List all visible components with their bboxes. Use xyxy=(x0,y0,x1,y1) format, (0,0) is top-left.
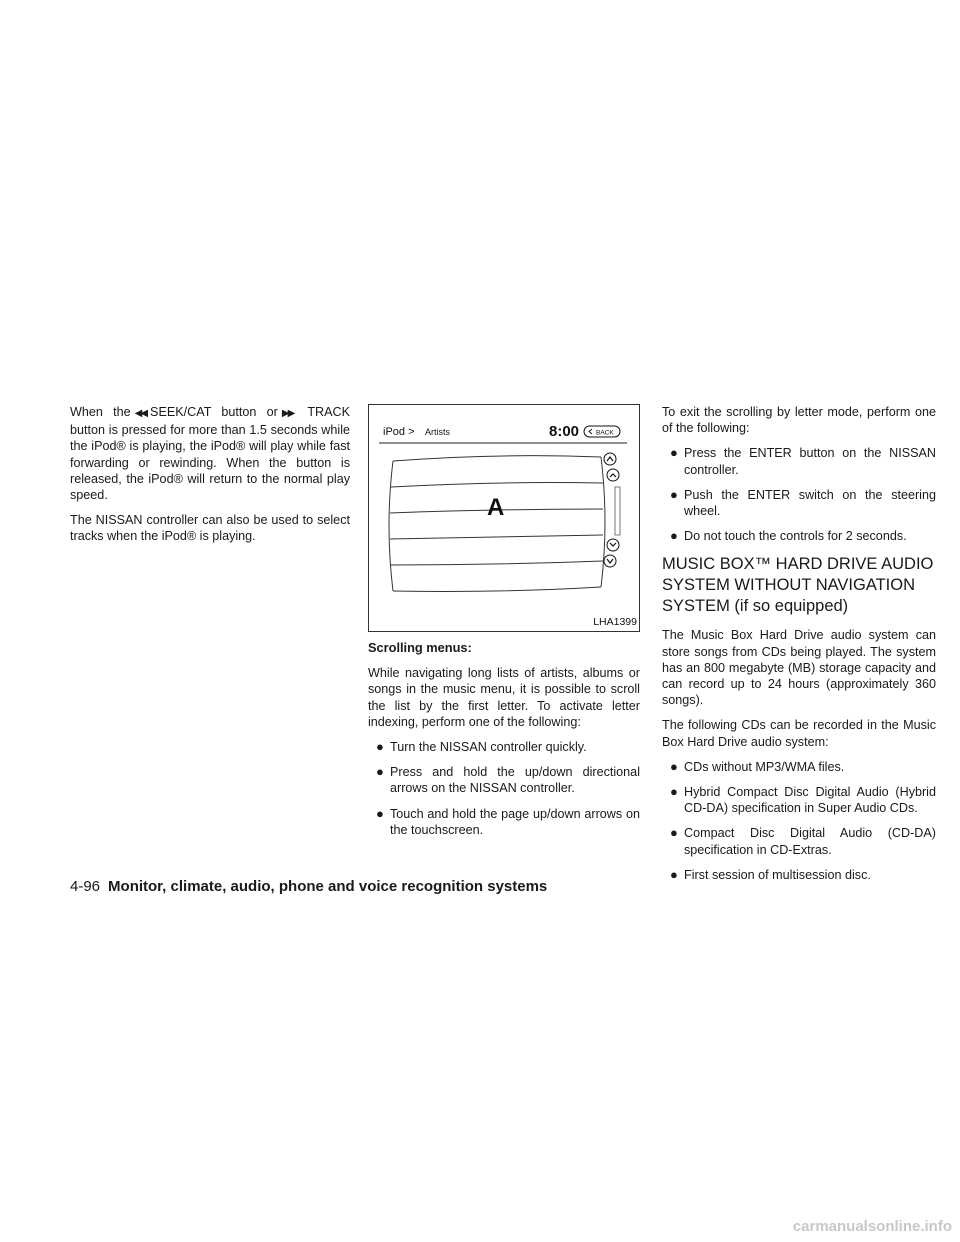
screen-illustration xyxy=(369,405,639,631)
list-item xyxy=(368,806,640,838)
bullet-list-exit xyxy=(662,445,936,544)
paragraph-music-box: The Music Box Hard Drive audio system can store songs from CDs being played. The system has an 800 megabyte (MB) storage capacity and can record up to 24 hours (approximately 360 songs). xyxy=(662,628,936,708)
page-footer xyxy=(70,878,547,895)
breadcrumb-leaf: Artists xyxy=(425,427,451,437)
list-item-text: Hybrid Compact Disc Digital Audio (Hybrid CD-DA) specification in Super Audio CDs. xyxy=(684,785,936,816)
bullet-icon: ● xyxy=(670,784,678,800)
list-item xyxy=(662,487,936,519)
scroll-up-icon xyxy=(607,469,619,481)
bullet-icon: ● xyxy=(670,528,678,544)
list-item-text: Do not touch the controls for 2 seconds. xyxy=(684,529,907,544)
bullet-icon: ● xyxy=(670,445,678,461)
list-item xyxy=(662,445,936,477)
column-1 xyxy=(70,404,350,554)
bullet-icon: ● xyxy=(376,739,384,755)
breadcrumb-root: iPod > xyxy=(383,426,415,438)
page-down-icon xyxy=(604,555,616,567)
paragraph-seek-track xyxy=(70,404,350,503)
list-item-text: Push the ENTER switch on the steering wheel. xyxy=(684,487,936,519)
scroll-down-icon xyxy=(607,539,619,551)
bullet-list-cds xyxy=(662,759,936,883)
page-up-icon xyxy=(604,453,616,465)
paragraph-recordable-cds: The following CDs can be recorded in the Music Box Hard Drive audio system: xyxy=(662,718,936,749)
list-item xyxy=(368,764,640,796)
bullet-icon: ● xyxy=(670,486,678,502)
index-letter: A xyxy=(487,494,505,521)
list-item-text: Compact Disc Digital Audio (CD-DA) specification in CD-Extras. xyxy=(684,826,936,857)
page-number: 4-96 xyxy=(70,878,101,895)
text-segment: SEEK/CAT button or xyxy=(150,405,278,419)
paragraph-scrolling: While navigating long lists of artists, albums or songs in the music menu, it is possible to scroll the list by the first letter. To activate letter indexing, perform one of the following: xyxy=(368,666,640,729)
subhead-scrolling-menus: Scrolling menus: xyxy=(368,640,472,655)
list-item-text: Press and hold the up/down directional arrows on the NISSAN controller. xyxy=(390,765,640,796)
bullet-icon: ● xyxy=(670,825,678,841)
text-segment: TRACK button is pressed for more than 1.5 seconds while the iPod® is playing, the iPod® will play while fast forwarding or rewinding. When the button is released, the iPod® will return to the normal play speed. xyxy=(70,405,350,503)
list-item xyxy=(662,867,936,883)
figure-label: LHA1399 xyxy=(593,615,637,628)
list-item-text: Touch and hold the page up/down arrows on the touchscreen. xyxy=(390,806,640,837)
text-segment: When the xyxy=(70,405,131,419)
list-item-text: CDs without MP3/WMA files. xyxy=(684,759,845,774)
list-item xyxy=(662,528,936,544)
bullet-list-activate xyxy=(368,739,640,838)
track-forward-icon: ▶▶ xyxy=(281,408,294,419)
list-item xyxy=(662,759,936,775)
watermark: carmanualsonline.info xyxy=(792,1218,952,1235)
list-item xyxy=(368,739,640,755)
list-item-text: Press the ENTER button on the NISSAN controller. xyxy=(684,446,936,477)
section-title-music-box: MUSIC BOX™ HARD DRIVE AUDIO SYSTEM WITHOUT NAVIGATION SYSTEM (if so equipped) xyxy=(662,555,934,616)
seek-back-icon: ◀◀ xyxy=(134,408,147,419)
chapter-title: Monitor, climate, audio, phone and voice recognition systems xyxy=(108,878,548,895)
clock: 8:00 xyxy=(549,423,580,440)
list-item-text: First session of multisession disc. xyxy=(684,867,871,882)
bullet-icon: ● xyxy=(376,805,384,821)
back-arrow-icon xyxy=(589,429,592,434)
list-item xyxy=(662,825,936,857)
paragraph-controller: The NISSAN controller can also be used to select tracks when the iPod® is playing. xyxy=(70,513,350,544)
paragraph-exit-scrolling: To exit the scrolling by letter mode, perform one of the following: xyxy=(662,405,936,436)
list-item xyxy=(662,784,936,816)
bullet-icon: ● xyxy=(376,764,384,780)
bullet-icon: ● xyxy=(670,866,678,882)
back-button-label: BACK xyxy=(596,429,614,437)
column-3 xyxy=(662,404,936,892)
ipod-artists-screen-figure xyxy=(368,404,640,632)
scrollbar xyxy=(615,487,620,535)
list-item-text: Turn the NISSAN controller quickly. xyxy=(390,740,587,755)
bullet-icon: ● xyxy=(670,758,678,774)
column-2 xyxy=(368,404,640,847)
